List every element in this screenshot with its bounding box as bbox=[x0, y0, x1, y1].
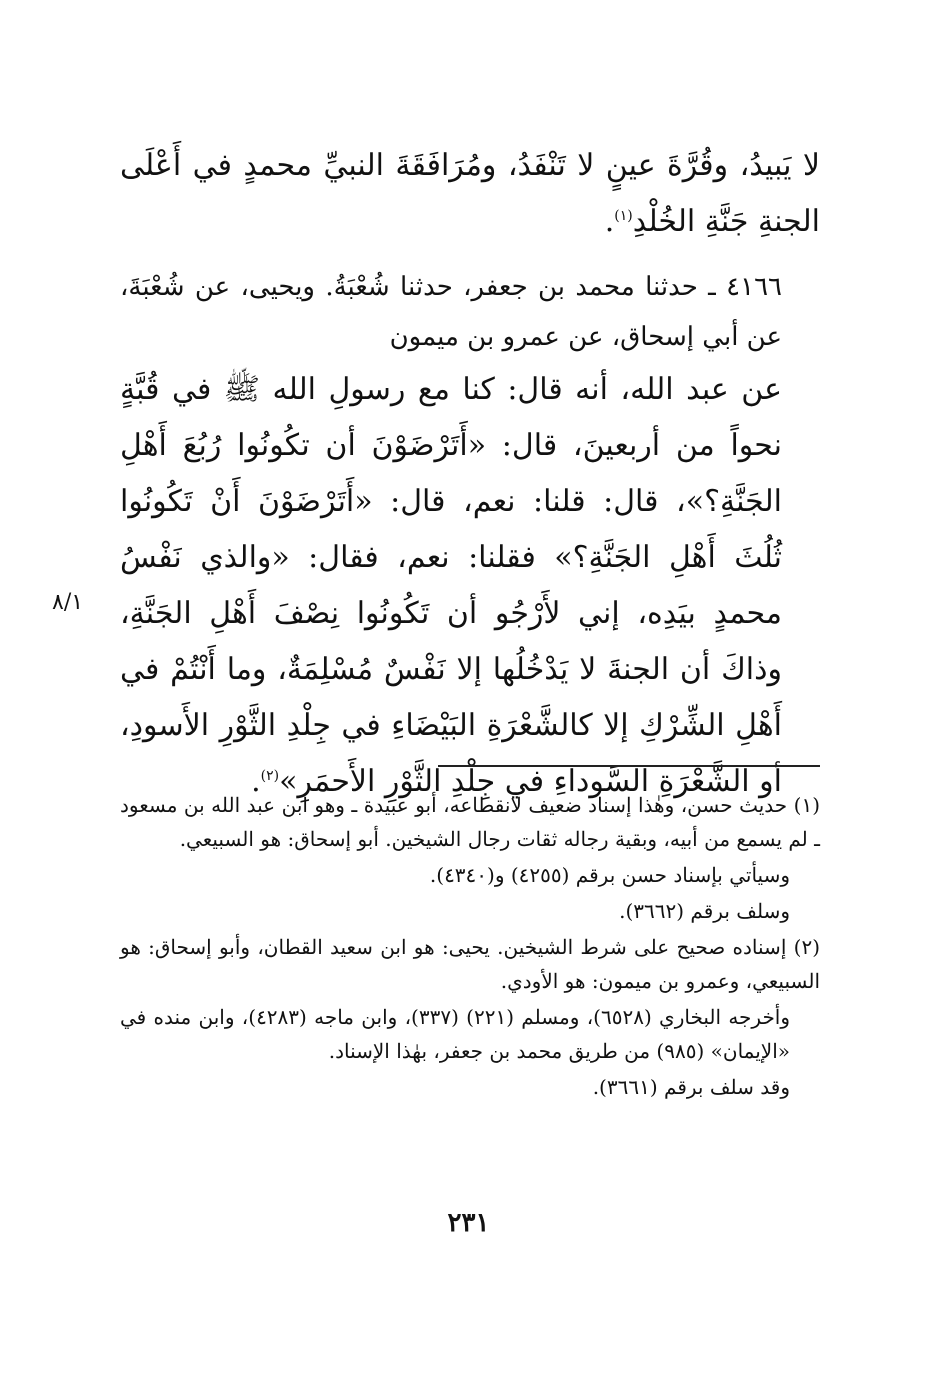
footnotes-section bbox=[120, 788, 820, 1106]
hadith-body-text: عن عبد الله، أنه قال: كنا مع رسولِ الله ﷺ في قُبَّةٍ نحواً من أربعينَ، قال: «أَتَرْضَوْنَ أن تكُونُوا رُبُعَ أَهْلِ الجَنَّةِ؟»، قال: قلنا: نعم، قال: «أَتَرْضَوْنَ أَنْ تَكُونُوا ثُلُثَ أَهْلِ الجَنَّةِ؟» فقلنا: نعم، فقال: «والذي نَفْسُ محمدٍ بيَدِه، إني لأَرْجُو أن تَكُونُوا نِصْفَ أَهْلِ الجَنَّةِ، وذاكَ أن الجنةَ لا يَدْخُلُها إلا نَفْسٌ مُسْلِمَةٌ، وما أَنْتُمْ في أَهْلِ الشِّرْكِ إلا كالشَّعْرَةِ البَيْضَاءِ في جِلْدِ الثَّوْرِ الأَسودِ، أو الشَّعْرَةِ السَّوداءِ في جِلْدِ الثَّوْرِ الأَحمَرِ» bbox=[120, 372, 782, 799]
footnote-divider bbox=[438, 765, 820, 767]
footnote-line: وسلف برقم (٣٦٦٢). bbox=[619, 899, 790, 923]
footnote-line: وقد سلف برقم (٣٦٦١). bbox=[592, 1075, 790, 1099]
hadith-body-paragraph: عن عبد الله، أنه قال: كنا مع رسولِ الله ﷺ في قُبَّةٍ نحواً من أربعينَ، قال: «أَتَرْضَوْنَ أن تكُونُوا رُبُعَ أَهْلِ الجَنَّةِ؟»، قال: قلنا: نعم، قال: «أَتَرْضَوْنَ أَنْ تَكُونُوا ثُلُثَ أَهْلِ الجَنَّةِ؟» فقلنا: نعم، فقال: «والذي نَفْسُ محمدٍ بيَدِه، إني لأَرْجُو أن تَكُونُوا نِصْفَ أَهْلِ الجَنَّةِ، وذاكَ أن الجنةَ لا يَدْخُلُها إلا نَفْسٌ مُسْلِمَةٌ، وما أَنْتُمْ في أَهْلِ الشِّرْكِ إلا كالشَّعْرَةِ البَيْضَاءِ في جِلْدِ الثَّوْرِ الأَسودِ، أو الشَّعْرَةِ السَّوداءِ في جِلْدِ الثَّوْرِ الأَحمَرِ»$^{(٢)}$. bbox=[120, 372, 782, 799]
footnote-ref-1: (١) bbox=[614, 208, 633, 224]
footnote-line: وسيأتي بإسناد حسن برقم (٤٢٥٥) و(٤٣٤٠). bbox=[429, 863, 790, 887]
margin-reference: ٨/١ bbox=[52, 590, 84, 615]
footnote-line: (١) حديث حسن، وهٰذا إسناد ضعيف لانقطاعه، أبو عبيدة ـ وهو ابن عبد الله بن مسعود ـ لم يسمع من أبيه، وبقية رجاله ثقات رجال الشيخين. أبو إسحاق: هو السبيعي. bbox=[120, 793, 820, 851]
footnote-ref-2: (٢) bbox=[260, 768, 280, 784]
page-number: ٢٣١ bbox=[447, 1208, 490, 1238]
footnote-line: وأخرجه البخاري (٦٥٢٨)، ومسلم (٢٢١) (٣٣٧)، وابن ماجه (٤٢٨٣)، وابن منده في «الإيمان» (٩٨٥) من طريق محمد بن جعفر، بهٰذا الإسناد. bbox=[120, 1005, 791, 1063]
continuation-paragraph: لا يَبيدُ، وقُرَّةَ عينٍ لا تَنْفَدُ، ومُرَافَقَةَ النبيِّ محمدٍ في أَعْلَى الجنةِ جَنَّةِ الخُلْدِ$^{(١)}$. bbox=[120, 148, 820, 239]
continuation-text: لا يَبيدُ، وقُرَّةَ عينٍ لا تَنْفَدُ، ومُرَافَقَةَ النبيِّ محمدٍ في أَعْلَى الجنةِ جَنَّةِ الخُلْدِ bbox=[120, 148, 820, 239]
hadith-chain: ٤١٦٦ ـ حدثنا محمد بن جعفر، حدثنا شُعْبَةُ. ويحيى، عن شُعْبَةَ، عن أبي إسحاق، عن عمرو بن ميمون bbox=[120, 272, 782, 352]
footnote-line: (٢) إسناده صحيح على شرط الشيخين. يحيى: هو ابن سعيد القطان، وأبو إسحاق: هو السبيعي، وعمرو بن ميمون: هو الأودي. bbox=[120, 935, 820, 993]
hadith-chain-paragraph bbox=[120, 262, 820, 362]
